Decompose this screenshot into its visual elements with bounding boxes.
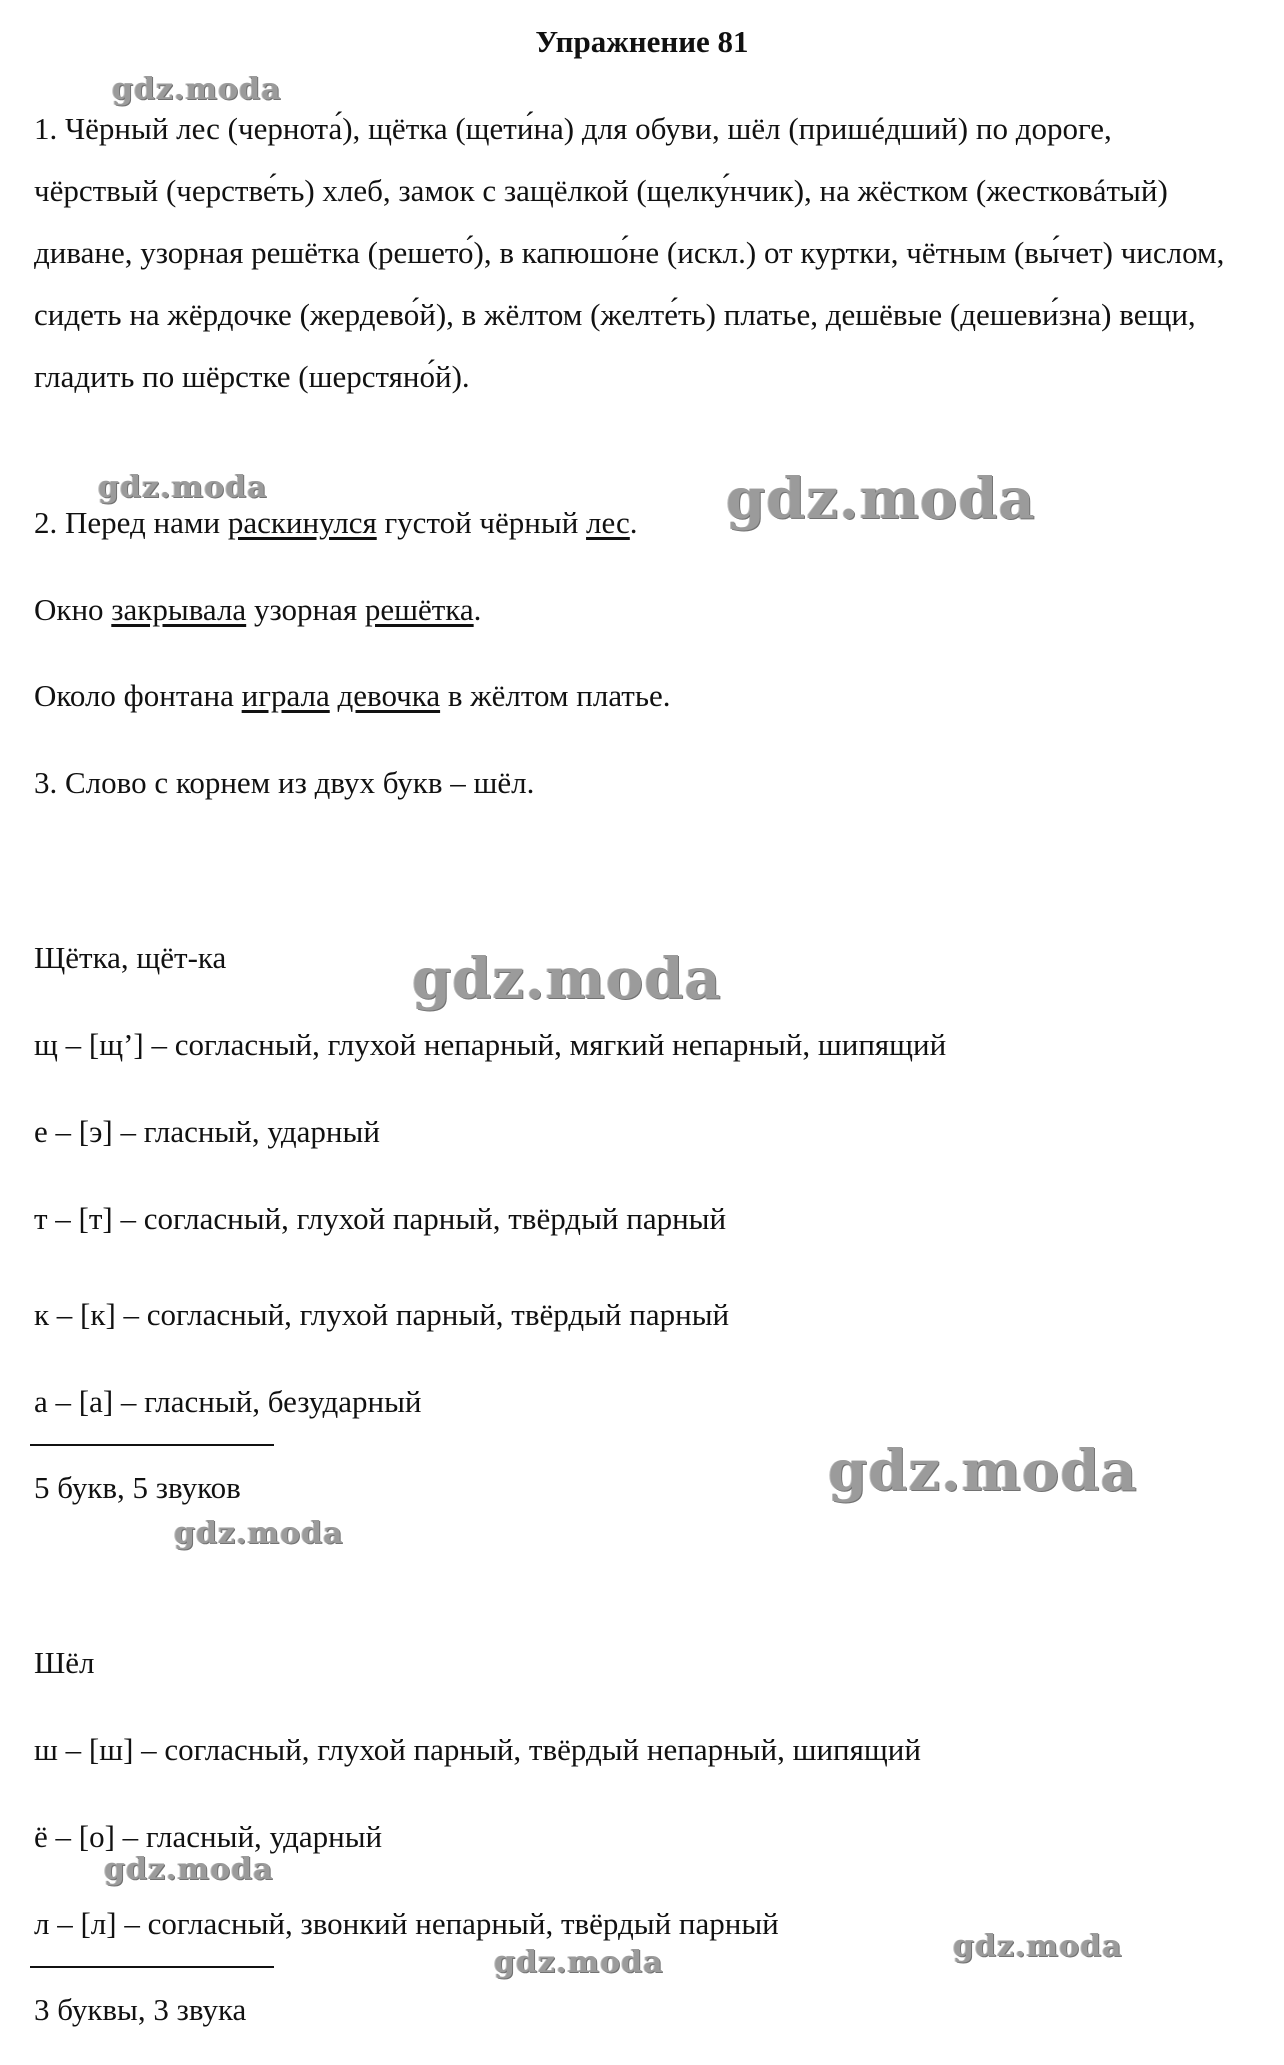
analysis1-row: е – [э] – гласный, ударный <box>34 1114 380 1149</box>
exercise-title: Упражнение 81 <box>535 24 749 59</box>
word-shchetka: щётка <box>368 111 448 146</box>
predicate: закрывала <box>111 592 247 627</box>
word-chernyj: Чёрный <box>65 111 169 146</box>
word-zheltet: желте́ть <box>600 297 706 332</box>
watermark-logo: gdz.moda <box>953 1929 1123 1964</box>
analysis1-summary: 5 букв, 5 звуков <box>34 1470 241 1505</box>
task1-paragraph: 1. Чёрный лес (чернота́), щётка (щети́на) для обуви, шёл (пришéдший) по дороге, чёрствый (черстве́ть) хлеб, замок с защёлкой (щелку́нчик), на жёстком (жестковáтый) диване, узорная решётка (решето́), в капюшо́не (искл.) от куртки, чётным (вы́чет) числом, сидеть на жёрдочке (жердево́й), в жёлтом (желте́ть) платье, дешёвые (дешеви́зна) вещи, гладить по шёрстке (шерстяно́й). <box>34 111 1225 394</box>
subject: решётка <box>364 592 474 627</box>
word-resheto: решето́ <box>378 235 474 270</box>
word-deshevye: дешёвые <box>825 297 943 332</box>
analysis2-row: ш – [ш] – согласный, глухой парный, твёрдый непарный, шипящий <box>34 1732 921 1767</box>
analysis1-row: т – [т] – согласный, глухой парный, твёрдый парный <box>34 1201 727 1236</box>
word-zherdochke: жёрдочке <box>167 297 292 332</box>
watermark-logo: gdz.moda <box>174 1516 344 1551</box>
word-cherstvyj: чёрствый <box>34 173 159 208</box>
word-zhestkom: жёстком <box>857 173 969 208</box>
predicate: раскинулся <box>227 505 377 540</box>
word-reshetka: решётка <box>251 235 360 270</box>
analysis2-row: л – [л] – согласный, звонкий непарный, твёрдый парный <box>34 1906 779 1941</box>
task2-sentence-1: 2. Перед нами раскинулся густой чёрный лес. <box>34 505 638 540</box>
analysis1-row: к – [к] – согласный, глухой парный, твёрдый парный <box>34 1297 730 1332</box>
divider-line <box>30 1966 274 1968</box>
task2-sentence-2: Окно закрывала узорная решётка. <box>34 592 482 627</box>
word-sherstyanoj: шерстяно́й <box>308 359 452 394</box>
word-chetnym: чётным <box>906 235 1007 270</box>
task2-sentence-3: Около фонтана играла девочка в жёлтом платье. <box>34 678 671 713</box>
watermark-logo: gdz.moda <box>412 946 722 1012</box>
word-vychet: вы́чет <box>1024 235 1103 270</box>
word-prishedshij: пришéдший <box>798 111 958 146</box>
word-sherstke: шёрстке <box>182 359 291 394</box>
task3-answer: 3. Слово с корнем из двух букв – шёл. <box>34 765 535 800</box>
word-shchetina: щети́на <box>465 111 564 146</box>
watermark-logo: gdz.moda <box>726 466 1036 532</box>
analysis2-row: ё – [о] – гласный, ударный <box>34 1819 383 1854</box>
watermark-logo: gdz.moda <box>98 470 268 505</box>
word-cherstvet: черстве́ть <box>176 173 305 208</box>
subject: девочка <box>337 678 441 713</box>
analysis2-word: Шёл <box>34 1645 95 1680</box>
word-zhestkovatyj: жестковáтый <box>986 173 1158 208</box>
watermark-logo: gdz.moda <box>828 1438 1138 1504</box>
analysis1-row: щ – [щ’] – согласный, глухой непарный, мягкий непарный, шипящий <box>34 1027 947 1062</box>
word-zherdevoj: жердево́й <box>309 297 436 332</box>
word-chernota: чернота́ <box>238 111 343 146</box>
predicate: играла <box>241 678 330 713</box>
word-dshevizna: дешеви́зна <box>960 297 1102 332</box>
analysis1-word: Щётка, щёт-ка <box>34 940 227 975</box>
analysis1-row: а – [а] – гласный, безударный <box>34 1384 422 1419</box>
analysis2-summary: 3 буквы, 3 звука <box>34 1992 247 2027</box>
divider-line <box>30 1444 274 1446</box>
watermark-logo: gdz.moda <box>112 72 282 107</box>
word-shel: шёл <box>727 111 781 146</box>
word-zashchelkoj: защёлкой <box>503 173 629 208</box>
word-zheltom: жёлтом <box>484 297 583 332</box>
watermark-logo: gdz.moda <box>104 1852 274 1887</box>
watermark-logo: gdz.moda <box>494 1945 664 1980</box>
subject: лес <box>586 505 630 540</box>
word-kapyushone: капюшо́не <box>521 235 660 270</box>
word-shchelkunchik: щелку́нчик <box>646 173 794 208</box>
